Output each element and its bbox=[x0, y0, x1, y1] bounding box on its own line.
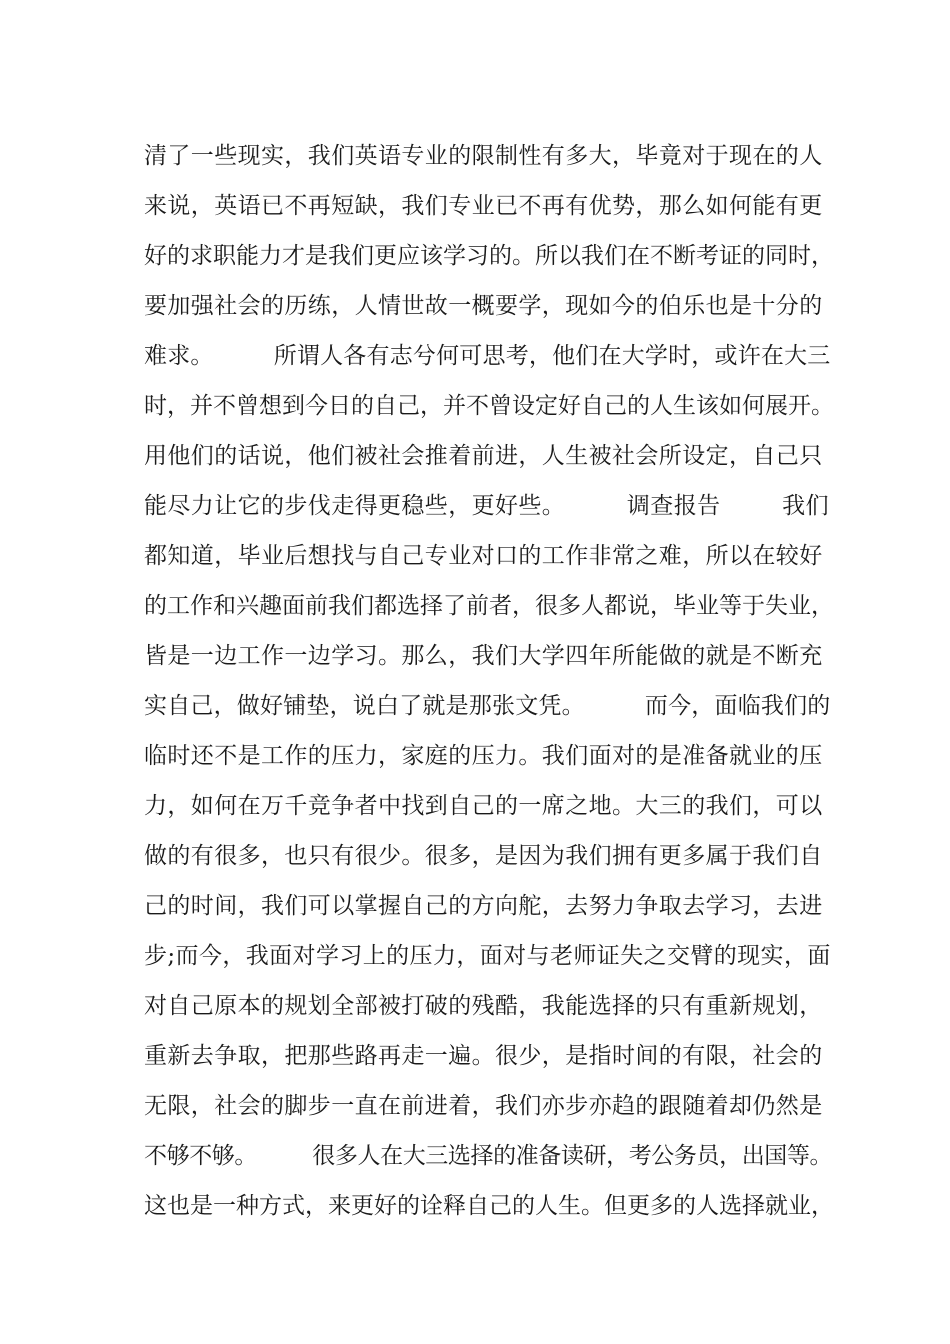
text-line: 无限，社会的脚步一直在前进着，我们亦步亦趋的跟随着却仍然是 bbox=[144, 1093, 823, 1119]
text-line: 步;而今，我面对学习上的压力，面对与老师证失之交臂的现实，面 bbox=[144, 943, 831, 969]
text-line: 临时还不是工作的压力，家庭的压力。我们面对的是准备就业的压 bbox=[144, 743, 823, 769]
text-line: 实自己，做好铺垫，说白了就是那张文凭。 而今，面临我们的 bbox=[144, 693, 831, 719]
text-line: 力，如何在万千竞争者中找到自己的一席之地。大三的我们，可以 bbox=[144, 793, 823, 819]
text-line: 要加强社会的历练，人情世故一概要学，现如今的伯乐也是十分的 bbox=[144, 293, 823, 319]
text-line: 清了一些现实，我们英语专业的限制性有多大，毕竟对于现在的人 bbox=[144, 143, 823, 169]
text-line: 的工作和兴趣面前我们都选择了前者，很多人都说，毕业等于失业， bbox=[144, 593, 834, 619]
text-line: 用他们的话说，他们被社会推着前进，人生被社会所设定，自己只 bbox=[144, 443, 823, 469]
text-line: 来说，英语已不再短缺，我们专业已不再有优势，那么如何能有更 bbox=[144, 193, 823, 219]
text-line: 能尽力让它的步伐走得更稳些，更好些。 调查报告 我们 bbox=[144, 493, 829, 519]
text-line: 对自己原本的规划全部被打破的残酷，我能选择的只有重新规划， bbox=[144, 993, 823, 1019]
text-line: 好的求职能力才是我们更应该学习的。所以我们在不断考证的同时， bbox=[144, 243, 834, 269]
text-line: 时，并不曾想到今日的自己，并不曾设定好自己的人生该如何展开。 bbox=[144, 393, 834, 419]
text-line: 皆是一边工作一边学习。那么，我们大学四年所能做的就是不断充 bbox=[144, 643, 823, 669]
text-line: 己的时间，我们可以掌握自己的方向舵，去努力争取去学习，去进 bbox=[144, 893, 823, 919]
body-text bbox=[144, 131, 834, 1231]
text-line: 做的有很多，也只有很少。很多，是因为我们拥有更多属于我们自 bbox=[144, 843, 823, 869]
text-line: 难求。 所谓人各有志兮何可思考，他们在大学时，或许在大三 bbox=[144, 343, 831, 369]
text-line: 重新去争取，把那些路再走一遍。很少，是指时间的有限，社会的 bbox=[144, 1043, 823, 1069]
text-line: 这也是一种方式，来更好的诠释自己的人生。但更多的人选择就业， bbox=[144, 1193, 834, 1219]
text-line: 不够不够。 很多人在大三选择的准备读研，考公务员，出国等。 bbox=[144, 1143, 833, 1169]
text-line: 都知道，毕业后想找与自己专业对口的工作非常之难，所以在较好 bbox=[144, 543, 823, 569]
